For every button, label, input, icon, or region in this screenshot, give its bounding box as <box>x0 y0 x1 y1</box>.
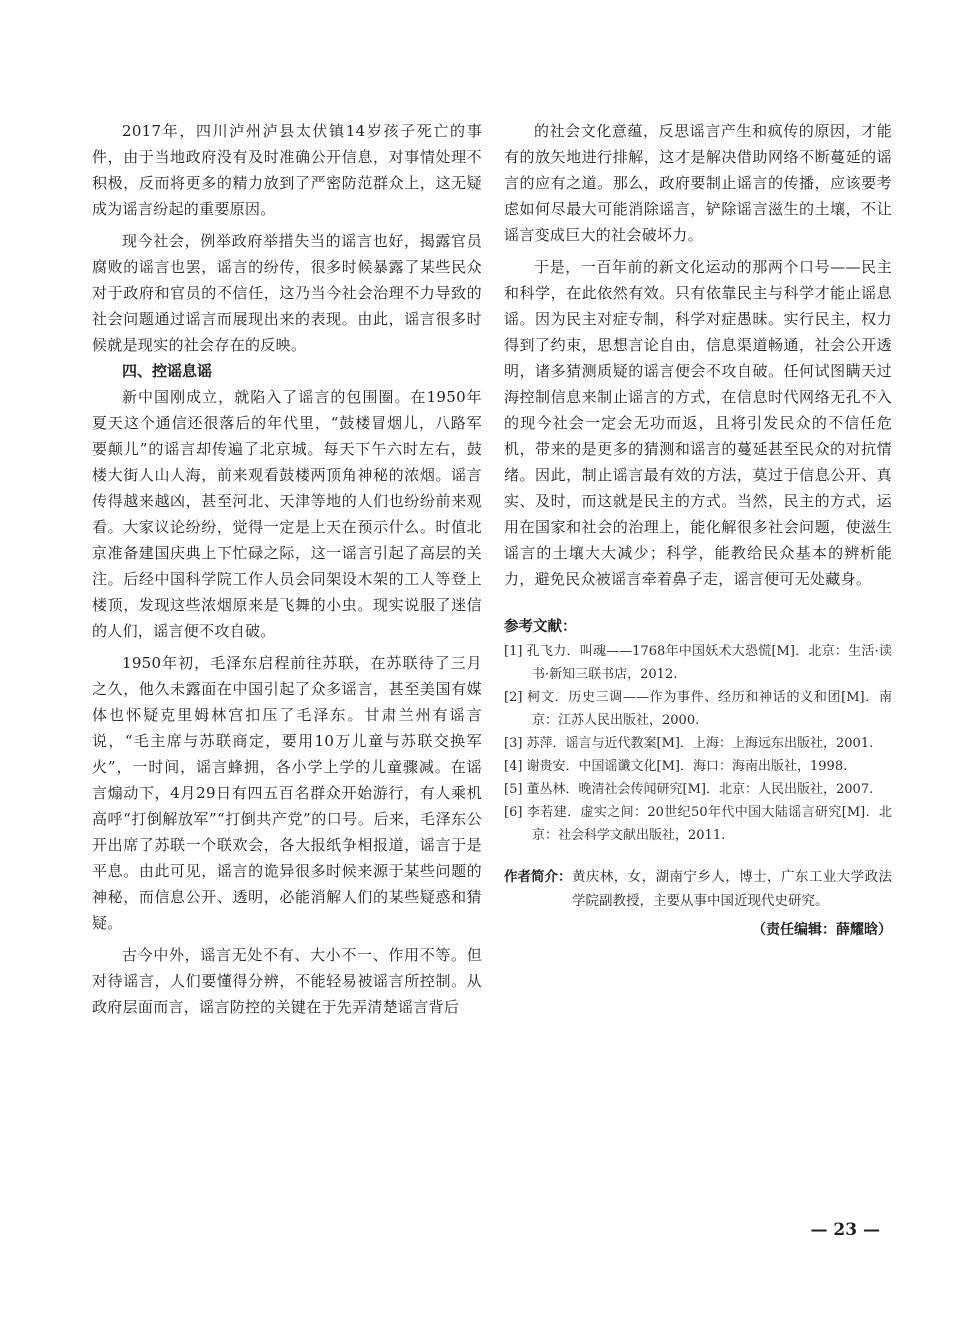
page-number: — 23 — <box>810 1220 880 1240</box>
references-list <box>504 640 892 847</box>
paragraph: 1950年初，毛泽东启程前往苏联，在苏联待了三月之久，他久未露面在中国引起了众多谣言，甚至美国有媒体也怀疑克里姆林宫扣压了毛泽东。甘肃兰州有谣言说，“毛主席与苏联商定，要用10万儿童与苏联交换军火”，一时间，谣言蜂拥，各小学上学的儿童骤减。在谣言煽动下，4月29日有四五百名群众开始游行，有人乘机高呼“打倒解放军”“打倒共产党”的口号。后来，毛泽东公开出席了苏联一个联欢会，各大报纸争相报道，谣言于是平息。由此可见，谣言的诡异很多时候来源于某些问题的神秘，而信息公开、透明，必能消解人们的某些疑惑和猜疑。 <box>92 654 482 932</box>
section-heading: 四、控谣息谣 <box>122 362 213 380</box>
reference-item: [5] 董丛林．晚清社会传闻研究[M]．北京：人民出版社，2007. <box>504 782 874 797</box>
reference-item: [6] 李若建．虚实之间：20世纪50年代中国大陆谣言研究[M]．北京：社会科学文献出版社，2011. <box>504 805 892 843</box>
right-column <box>504 118 892 939</box>
author-bio-label: 作者简介： <box>504 869 572 885</box>
references-title: 参考文献： <box>504 619 577 635</box>
reference-item: [2] 柯文．历史三调——作为事件、经历和神话的义和团[M]．南京：江苏人民出版社，2000. <box>504 690 892 728</box>
reference-item: [1] 孔飞力．叫魂——1768年中国妖术大恐慌[M]．北京：生活·读书·新知三联书店，2012. <box>504 644 892 682</box>
paragraph: 新中国刚成立，就陷入了谣言的包围圈。在1950年夏天这个通信还很落后的年代里，“鼓楼冒烟儿，八路军要颠儿”的谣言却传遍了北京城。每天下午六时左右，鼓楼大街人山人海，前来观看鼓楼两顶角神秘的浓烟。谣言传得越来越凶，甚至河北、天津等地的人们也纷纷前来观看。大家议论纷纷，觉得一定是上天在预示什么。时值北京准备建国庆典上下忙碌之际，这一谣言引起了高层的关注。后经中国科学院工作人员会同架设木架的工人等登上楼顶，发现这些浓烟原来是飞舞的小虫。现实说服了迷信的人们，谣言便不攻自破。 <box>92 388 482 640</box>
paragraph: 古今中外，谣言无处不有、大小不一、作用不等。但对待谣言，人们要懂得分辨，不能轻易被谣言所控制。从政府层面而言，谣言防控的关键在于先弄清楚谣言背后 <box>92 946 482 1016</box>
responsible-editor: （责任编辑：薛耀晗） <box>752 922 892 938</box>
paragraph: 于是，一百年前的新文化运动的那两个口号——民主和科学，在此依然有效。只有依靠民主与科学才能止谣息谣。因为民主对症专制，科学对症愚昧。实行民主，权力得到了约束，思想言论自由，信息渠道畅通，社会公开透明，诸多猜测质疑的谣言便会不攻自破。任何试图瞒天过海控制信息来制止谣言的方式，在信息时代网络无孔不入的现今社会一定会无功而返，且将引发民众的不信任危机，带来的是更多的猜测和谣言的蔓延甚至民众的对抗情绪。因此，制止谣言最有效的方法，莫过于信息公开、真实、及时，而这就是民主的方式。当然，民主的方式，运用在国家和社会的治理上，能化解很多社会问题，使滋生谣言的土壤大大减少；科学，能教给民众基本的辨析能力，避免民众被谣言牵着鼻子走，谣言便可无处藏身。 <box>504 258 892 588</box>
paragraph: 现今社会，例举政府举措失当的谣言也好，揭露官员腐败的谣言也罢，谣言的纷传，很多时候暴露了某些民众对于政府和官员的不信任，这乃当今社会治理不力导致的社会问题通过谣言而展现出来的表现。由此，谣言很多时候就是现实的社会存在的反映。 <box>92 232 482 354</box>
paragraph: 2017年，四川泸州泸县太伏镇14岁孩子死亡的事件，由于当地政府没有及时准确公开信息，对事情处理不积极，反而将更多的精力放到了严密防范群众上，这无疑成为谣言纷起的重要原因。 <box>92 122 482 218</box>
reference-item: [4] 谢贵安．中国谣谶文化[M]．海口：海南出版社，1998. <box>504 759 848 774</box>
author-bio-text: 黄庆林，女，湖南宁乡人，博士，广东工业大学政法学院副教授，主要从事中国近现代史研究。 <box>572 869 892 909</box>
reference-item: [3] 苏萍．谣言与近代教案[M]．上海：上海远东出版社，2001. <box>504 736 874 751</box>
left-column <box>92 118 482 1020</box>
paragraph: 的社会文化意蕴，反思谣言产生和疯传的原因，才能有的放矢地进行排解，这才是解决借助网络不断蔓延的谣言的应有之道。那么，政府要制止谣言的传播，应该要考虑如何尽最大可能消除谣言，铲除谣言滋生的土壤，不让谣言变成巨大的社会破坏力。 <box>504 122 892 244</box>
author-bio <box>504 865 892 913</box>
